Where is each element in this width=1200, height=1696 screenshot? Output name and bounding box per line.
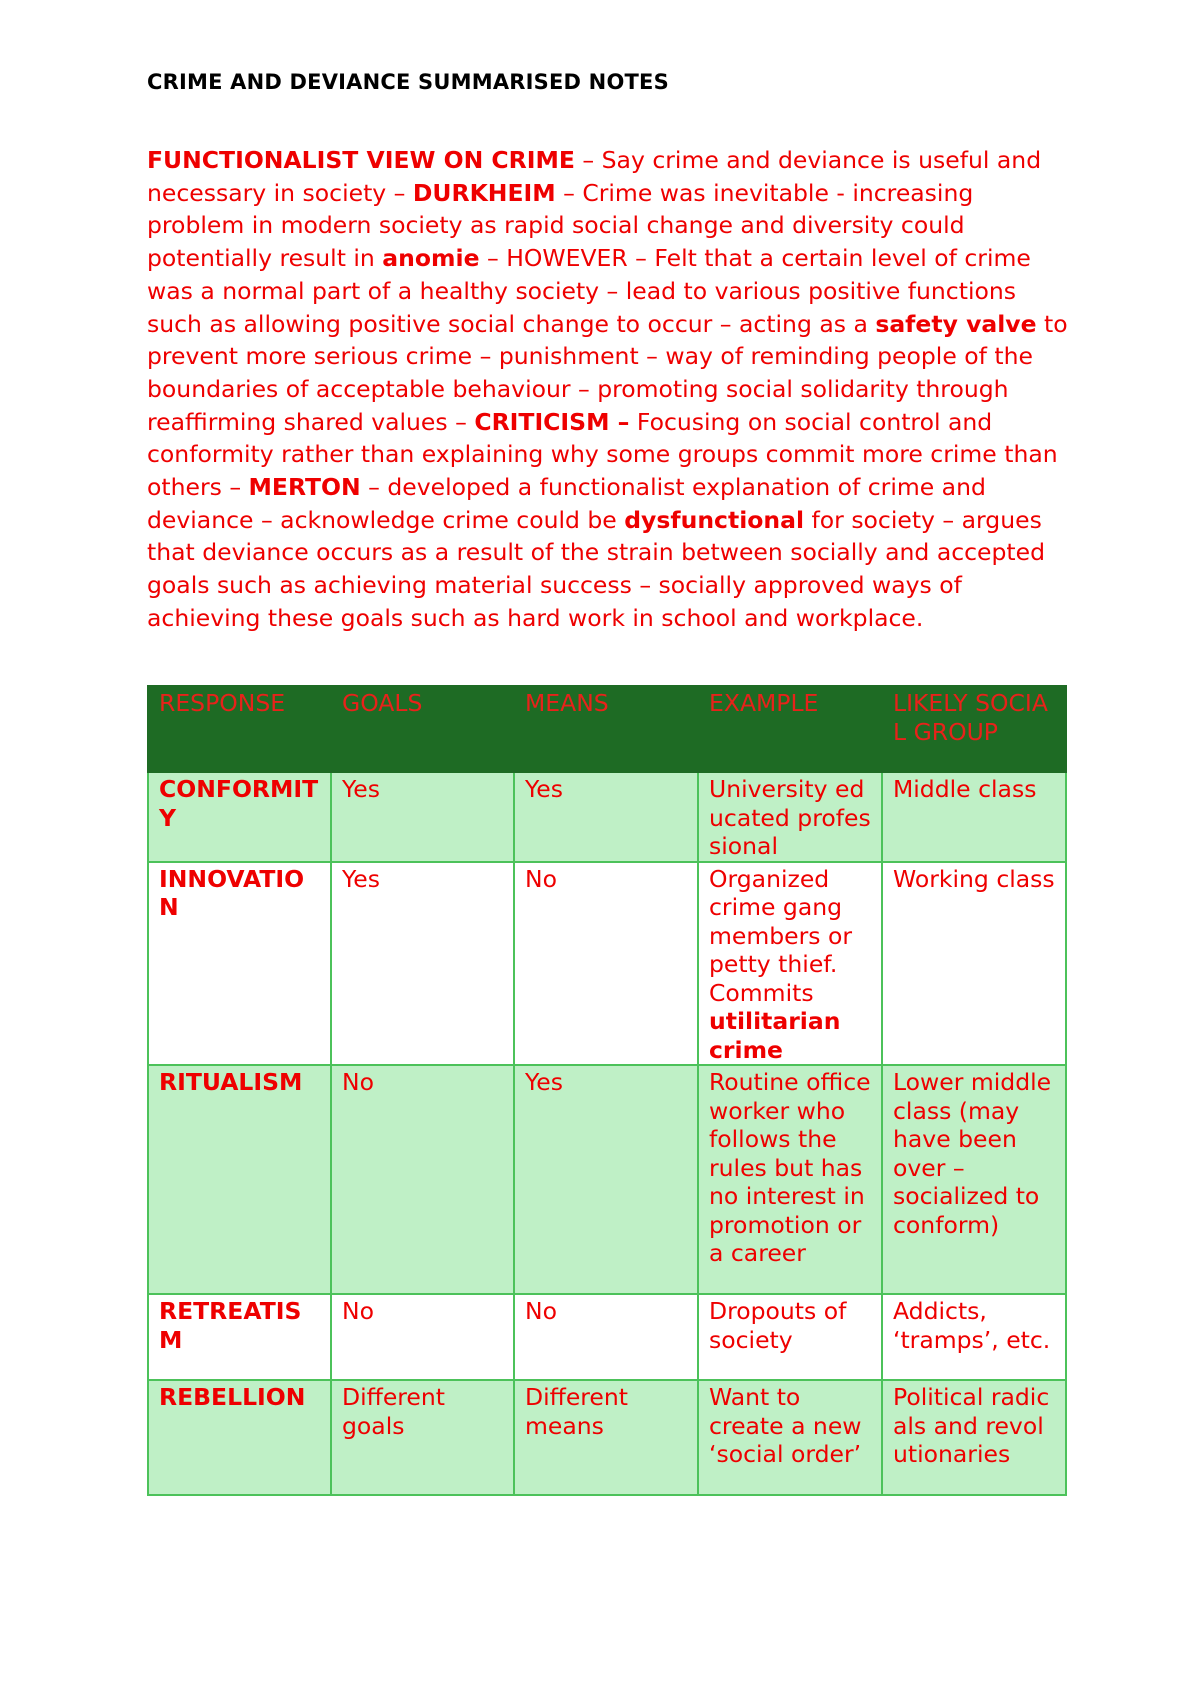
- cell-response: CONFORMITY: [148, 772, 331, 862]
- cell-response: RETREATISM: [148, 1294, 331, 1380]
- cell-goals: No: [331, 1294, 514, 1380]
- cell-means: No: [514, 1294, 698, 1380]
- cell-response: RITUALISM: [148, 1065, 331, 1294]
- functionalist-paragraph: [147, 144, 1072, 635]
- paragraph-text: – HOWEVER – Felt that a certain level of crime was a normal part of a healthy society – lead to various positive functions such as allowing positive social change to occur – acting as a: [147, 244, 1031, 338]
- paragraph-text: – developed a functionalist explanation of crime and deviance – acknowledge crime could be: [147, 473, 986, 534]
- paragraph-text: for society – argues that deviance occurs as a result of the strain between socially and accepted goals such as achieving material success – socially approved ways of achieving these goals such as hard work in school and workplace.: [147, 505, 1046, 632]
- header-goals: GOALS: [331, 686, 514, 772]
- cell-example-text: Organized crime gang members or petty thief. Commits: [709, 864, 853, 1007]
- table-row: [148, 1294, 1066, 1380]
- keyword-utilitarian-crime: utilitarian crime: [709, 1007, 841, 1064]
- cell-social-group: Working class: [882, 862, 1066, 1066]
- cell-means: Different means: [514, 1380, 698, 1495]
- keyword-dysfunctional: dysfunctional: [624, 505, 805, 534]
- table-row: [148, 862, 1066, 1066]
- cell-means: Yes: [514, 1065, 698, 1294]
- keyword-safety-valve: safety valve: [875, 309, 1037, 338]
- cell-example: [698, 862, 882, 1066]
- cell-goals: Yes: [331, 772, 514, 862]
- table-row: [148, 772, 1066, 862]
- header-response: RESPONSE: [148, 686, 331, 772]
- heading-criticism: CRITICISM –: [474, 407, 630, 436]
- cell-social-group: Middle class: [882, 772, 1066, 862]
- cell-social-group: Addicts, ‘tramps’, etc.: [882, 1294, 1066, 1380]
- paragraph-text: Focusing on social control and conformity rather than explaining why some groups commit more crime than others –: [147, 407, 1058, 502]
- paragraph-text: to prevent more serious crime – punishment – way of reminding people of the boundaries of acceptable behaviour – promoting social solidarity through reaffirming shared values –: [147, 309, 1068, 436]
- table-row: [148, 1065, 1066, 1294]
- header-example: EXAMPLE: [698, 686, 882, 772]
- cell-response: REBELLION: [148, 1380, 331, 1495]
- cell-social-group: Political radicals and revolutionaries: [882, 1380, 1066, 1495]
- header-means: MEANS: [514, 686, 698, 772]
- cell-example: University educated professional: [698, 772, 882, 862]
- cell-goals: No: [331, 1065, 514, 1294]
- table-row: [148, 1380, 1066, 1495]
- cell-goals: Different goals: [331, 1380, 514, 1495]
- cell-response: INNOVATION: [148, 862, 331, 1066]
- paragraph-text: – Say crime and deviance is useful and necessary in society –: [147, 146, 1042, 207]
- cell-means: Yes: [514, 772, 698, 862]
- header-likely-social-group: LIKELY SOCIAL GROUP: [882, 686, 1066, 772]
- keyword-anomie: anomie: [382, 244, 480, 273]
- cell-example: Want to create a new ‘social order’: [698, 1380, 882, 1495]
- cell-means: No: [514, 862, 698, 1066]
- table-header-row: [148, 686, 1066, 772]
- heading-durkheim: DURKHEIM: [412, 178, 556, 207]
- heading-merton: MERTON: [248, 473, 361, 502]
- cell-social-group: Lower middle class (may have been over – socialized to conform): [882, 1065, 1066, 1294]
- cell-example: Routine office worker who follows the rules but has no interest in promotion or a career: [698, 1065, 882, 1294]
- paragraph-text: – Crime was inevitable - increasing problem in modern society as rapid social change and diversity could potentially result in: [147, 178, 974, 273]
- heading-functionalist-view: FUNCTIONALIST VIEW ON CRIME: [147, 146, 575, 174]
- cell-example: Dropouts of society: [698, 1294, 882, 1380]
- document-title: CRIME AND DEVIANCE SUMMARISED NOTES: [147, 70, 669, 94]
- cell-goals: Yes: [331, 862, 514, 1066]
- merton-strain-table: [147, 685, 1067, 1496]
